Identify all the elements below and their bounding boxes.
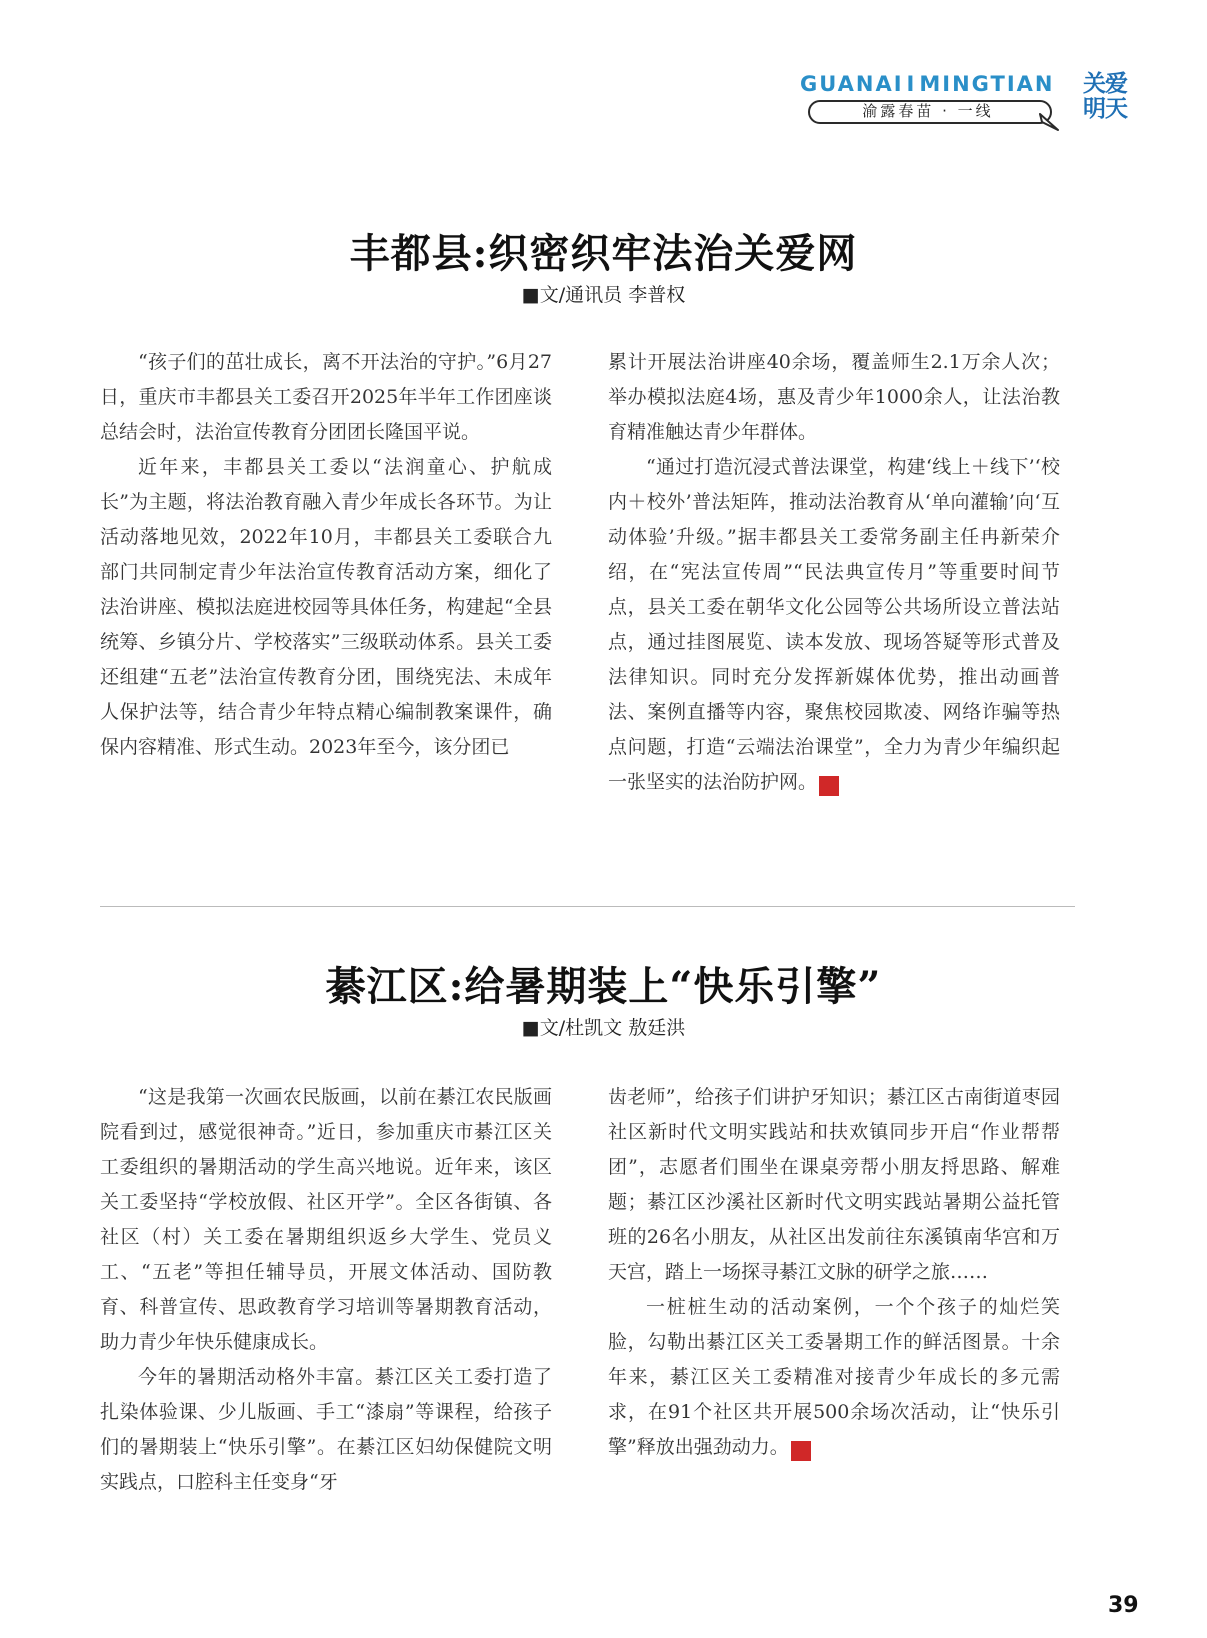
article-2-byline: ■文/杜凯文 敖廷洪 (521, 1017, 686, 1039)
article-1-left-column (100, 345, 552, 765)
paragraph: “孩子们的茁壮成长，离不开法治的守护。”6月27日，重庆市丰都县关工委召开2025年半年工作团座谈总结会时，法治宣传教育分团团长隆国平说。 (100, 351, 552, 443)
paragraph-text: 一桩桩生动的活动案例，一个个孩子的灿烂笑脸，勾勒出綦江区关工委暑期工作的鲜活图景。十余年来，綦江区关工委精准对接青少年成长的多元需求，在91个社区共开展500余场次活动，让“快乐引擎”释放出强劲动力。 (608, 1296, 1060, 1458)
paragraph-text: “通过打造沉浸式普法课堂，构建‘线上＋线下’‘校内＋校外’普法矩阵，推动法治教育从‘单向灌输’向‘互动体验’升级。”据丰都县关工委常务副主任冉新荣介绍，在“宪法宣传周”“民法典宣传月”等重要时间节点，县关工委在朝华文化公园等公共场所设立普法站点，通过挂图展览、读本发放、现场答疑等形式普及法律知识。同时充分发挥新媒体优势，推出动画普法、案例直播等内容，聚焦校园欺凌、网络诈骗等热点问题，打造“云端法治课堂”，全力为青少年编织起一张坚实的法治防护网。 (608, 456, 1060, 793)
header-pinyin-left: GUANAI (800, 72, 904, 96)
article-1-right-column (608, 345, 1060, 800)
paragraph: “这是我第一次画农民版画，以前在綦江农民版画院看到过，感觉很神奇。”近日，参加重庆市綦江区关工委组织的暑期活动的学生高兴地说。近年来，该区关工委坚持“学校放假、社区开学”。全区各街镇、各社区（村）关工委在暑期组织返乡大学生、党员义工、“五老”等担任辅导员，开展文体活动、国防教育、科普宣传、思政教育学习培训等暑期教育活动，助力青少年快乐健康成长。 (100, 1086, 552, 1353)
magazine-logo (1083, 72, 1131, 122)
article-2-title: 綦江区:给暑期装上“快乐引擎” (325, 963, 882, 1010)
paragraph: 今年的暑期活动格外丰富。綦江区关工委打造了扎染体验课、少儿版画、手工“漆扇”等课程，给孩子们的暑期装上“快乐引擎”。在綦江区妇幼保健院文明实践点，口腔科主任变身“牙 (100, 1366, 552, 1493)
logo-line-2: 明天 (1083, 96, 1127, 122)
paragraph-continuation: 累计开展法治讲座40余场，覆盖师生2.1万余人次；举办模拟法庭4场，惠及青少年1000余人，让法治教育精准触达青少年群体。 (608, 351, 1060, 443)
section-header-pinyin (800, 72, 1055, 96)
article-2-left-column (100, 1080, 552, 1500)
column-subtitle: 渝露春苗 · 一线 (862, 102, 994, 120)
header-pinyin-right: MINGTIAN (919, 72, 1055, 96)
logo-line-1: 关爱 (1083, 71, 1127, 97)
paragraph: 近年来，丰都县关工委以“法润童心、护航成长”为主题，将法治教育融入青少年成长各环节。为让活动落地见效，2022年10月，丰都县关工委联合九部门共同制定青少年法治宣传教育活动方案，细化了法治讲座、模拟法庭进校园等具体任务，构建起“全县统筹、乡镇分片、学校落实”三级联动体系。县关工委还组建“五老”法治宣传教育分团，围绕宪法、未成年人保护法等，结合青少年特点精心编制教案课件，确保内容精准、形式生动。2023年至今，该分团已 (100, 456, 552, 758)
paragraph (608, 450, 1060, 800)
end-mark-icon: 关 (791, 1441, 811, 1461)
article-2-right-column (608, 1080, 1060, 1465)
article-divider (100, 906, 1075, 907)
article-1-byline: ■文/通讯员 李普权 (521, 284, 686, 306)
article-1-title: 丰都县:织密织牢法治关爱网 (349, 230, 858, 277)
page-number: 39 (1108, 1593, 1139, 1618)
end-mark-icon: 关 (819, 776, 839, 796)
paragraph-continuation: 齿老师”，给孩子们讲护牙知识；綦江区古南街道枣园社区新时代文明实践站和扶欢镇同步开启“作业帮帮团”，志愿者们围坐在课桌旁帮小朋友捋思路、解难题；綦江区沙溪社区新时代文明实践站暑期公益托管班的26名小朋友，从社区出发前往东溪镇南华宫和万天宫，踏上一场探寻綦江文脉的研学之旅…… (608, 1086, 1060, 1283)
header-separator: I (906, 72, 917, 96)
paragraph (608, 1290, 1060, 1465)
